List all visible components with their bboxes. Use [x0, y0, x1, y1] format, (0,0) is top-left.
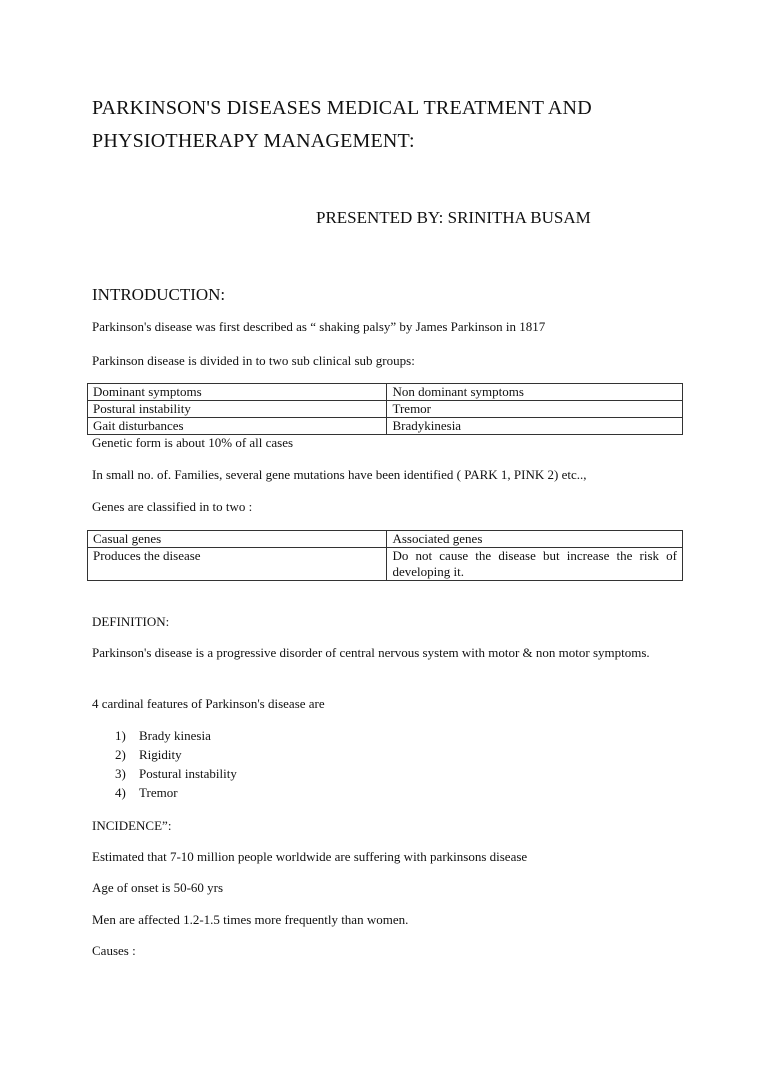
symptoms-table [87, 383, 683, 435]
document-title-line-2: PHYSIOTHERAPY MANAGEMENT: [92, 130, 415, 152]
introduction-paragraph-subgroups: Parkinson disease is divided in to two sub clinical sub groups: [92, 353, 415, 368]
causes-heading: Causes : [92, 943, 136, 958]
genes-classified-paragraph: Genes are classified in to two : [92, 499, 253, 514]
table-cell: Bradykinesia [387, 418, 683, 435]
list-item-number: 4) [115, 785, 126, 800]
table-cell: Dominant symptoms [88, 384, 387, 401]
genetic-form-note: Genetic form is about 10% of all cases [92, 435, 294, 450]
table-row [88, 531, 683, 548]
list-item [92, 745, 237, 764]
table-cell: Postural instability [88, 401, 387, 418]
list-item-number: 1) [115, 728, 126, 743]
list-item-number: 3) [115, 766, 126, 781]
document-title-line-1: PARKINSON'S DISEASES MEDICAL TREATMENT AND [92, 97, 592, 119]
definition-paragraph: Parkinson's disease is a progressive disorder of central nervous system with motor & non motor symptoms. [92, 645, 650, 660]
incidence-paragraph-estimate: Estimated that 7-10 million people worldwide are suffering with parkinsons disease [92, 849, 528, 864]
table-row [88, 401, 683, 418]
table-cell: Associated genes [387, 531, 683, 548]
table-row [88, 384, 683, 401]
table-cell: Gait disturbances [88, 418, 387, 435]
table-cell: Do not cause the disease but increase the risk of developing it. [387, 548, 683, 581]
list-item-text: Rigidity [139, 747, 182, 762]
incidence-paragraph-gender: Men are affected 1.2-1.5 times more frequently than women. [92, 912, 409, 927]
list-item-number: 2) [115, 747, 126, 762]
presenter-line: PRESENTED BY: SRINITHA BUSAM [316, 208, 591, 227]
table-row [88, 418, 683, 435]
list-item [92, 783, 237, 802]
table-cell: Tremor [387, 401, 683, 418]
introduction-heading: INTRODUCTION: [92, 285, 226, 304]
definition-heading: DEFINITION: [92, 614, 170, 629]
list-item-text: Brady kinesia [139, 728, 211, 743]
incidence-paragraph-onset: Age of onset is 50-60 yrs [92, 880, 224, 895]
table-cell: Produces the disease [88, 548, 387, 581]
incidence-heading: INCIDENCE”: [92, 818, 172, 833]
list-item [92, 726, 237, 745]
cardinal-features-list [92, 726, 237, 802]
list-item [92, 764, 237, 783]
table-cell: Non dominant symptoms [387, 384, 683, 401]
table-cell: Casual genes [88, 531, 387, 548]
table-row [88, 548, 683, 581]
genes-table [87, 530, 683, 581]
gene-mutations-paragraph: In small no. of. Families, several gene mutations have been identified ( PARK 1, PINK 2) etc.., [92, 467, 587, 482]
list-item-text: Postural instability [139, 766, 237, 781]
cardinal-features-intro: 4 cardinal features of Parkinson's disease are [92, 696, 325, 711]
introduction-paragraph-history: Parkinson's disease was first described as “ shaking palsy” by James Parkinson in 1817 [92, 319, 546, 334]
list-item-text: Tremor [139, 785, 178, 800]
